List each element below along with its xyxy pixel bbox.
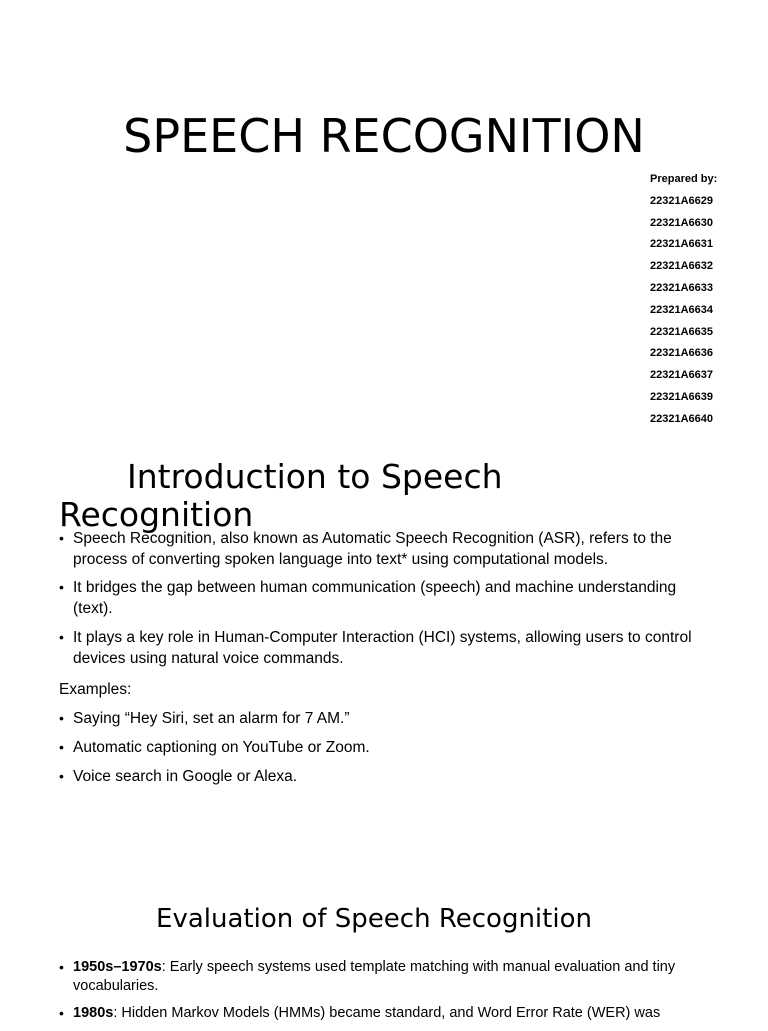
section-heading-introduction: Introduction to Speech Recognition [59,457,503,534]
era-description: : Hidden Markov Models (HMMs) became standard, and Word Error Rate (WER) was [113,1005,661,1021]
roll-number: 22321A6637 [650,369,714,382]
list-item: • It bridges the gap between human communication (speech) and machine understanding (text). [59,577,719,619]
list-item: • Saying “Hey Siri, set an alarm for 7 AM.” [59,708,719,729]
intro-bullet-list [59,528,719,669]
prepared-by-block [650,170,760,432]
list-item: • It plays a key role in Human-Computer Interaction (HCI) systems, allowing users to control devices using natural voice commands. [59,627,719,669]
section-heading-evaluation: Evaluation of Speech Recognition [156,904,592,934]
roll-number: 22321A6640 [650,412,714,425]
era-term: 1950s–1970s [73,959,162,975]
roll-number: 22321A6635 [650,325,714,338]
roll-number: 22321A6630 [650,216,714,229]
roll-number: 22321A6632 [650,260,714,273]
examples-bullet-list [59,708,719,795]
list-item [59,1004,699,1023]
page-title: SPEECH RECOGNITION [123,109,645,163]
list-item: • Voice search in Google or Alexa. [59,766,719,787]
roll-number: 22321A6633 [650,281,714,294]
prepared-by-label: Prepared by: [650,173,718,185]
roll-number: 22321A6631 [650,238,714,251]
list-item [59,958,699,996]
evaluation-bullet-list [59,958,699,1031]
roll-number: 22321A6639 [650,390,714,403]
list-item: • Automatic captioning on YouTube or Zoom. [59,737,719,758]
roll-number: 22321A6634 [650,303,714,316]
list-item: • Speech Recognition, also known as Automatic Speech Recognition (ASR), refers to the process of converting spoken language into text* using computational models. [59,528,719,570]
examples-label: Examples: [59,681,132,698]
roll-number: 22321A6629 [650,194,714,207]
era-term: 1980s [73,1005,114,1021]
era-description: : Early speech systems used template matching with manual evaluation and tiny vocabularies. [73,959,676,994]
roll-number: 22321A6636 [650,347,714,360]
